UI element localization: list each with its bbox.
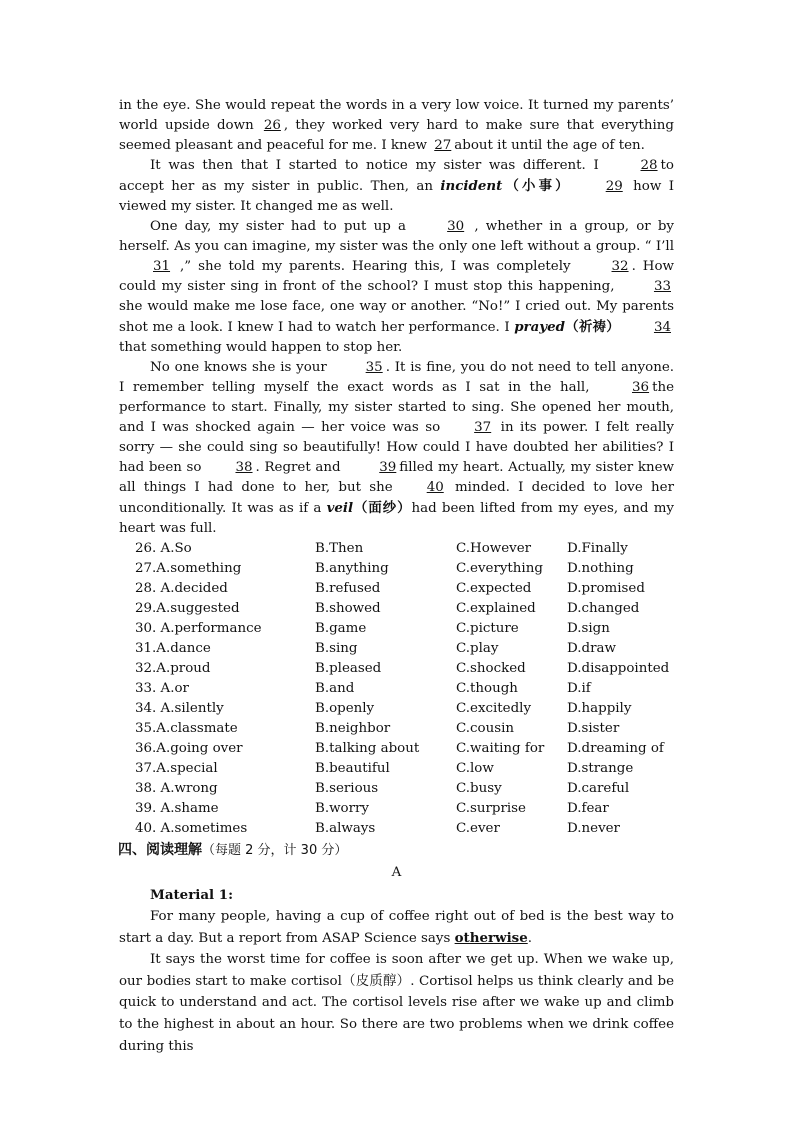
- answer-choices: [119, 539, 674, 839]
- blank-28: 28: [640, 158, 658, 173]
- option-c: C.explained: [456, 601, 536, 616]
- choice-row: [119, 599, 674, 619]
- option-a: 29.A.suggested: [135, 601, 240, 616]
- text: , whether in a group, or by herself. As you can imagine, my sister was the only one left without a group. “ I’ll: [119, 219, 675, 254]
- text: had been lifted from my eyes, and my heart was full.: [119, 501, 674, 536]
- option-a: 31.A.dance: [135, 641, 211, 656]
- choice-row: [119, 679, 674, 699]
- option-b: B.always: [315, 821, 376, 836]
- choice-row: [119, 819, 674, 839]
- option-c: C.play: [456, 641, 499, 656]
- blank-31: 31: [153, 259, 171, 274]
- option-c: C.busy: [456, 781, 502, 796]
- option-b: B.anything: [315, 561, 389, 576]
- keyword-otherwise: otherwise: [454, 929, 528, 946]
- text: about it until the age of ten.: [454, 138, 645, 153]
- choice-row: [119, 659, 674, 679]
- text: One day, my sister had to put up a: [150, 219, 414, 234]
- option-a: 32.A.proud: [135, 661, 211, 676]
- text: It was then that I started to notice my sister was different. I: [150, 158, 607, 173]
- blank-30: 30: [447, 219, 465, 234]
- term-prayed: prayed: [514, 319, 565, 335]
- text: she would make me lose face, one way or another. “No!” I cried out. My parents shot me a look. I knew I had to watch her performance. I: [119, 299, 674, 335]
- blank-29: 29: [605, 179, 623, 194]
- option-a: 27.A.something: [135, 561, 242, 576]
- term-veil: veil: [326, 500, 354, 516]
- option-d: D.disappointed: [567, 661, 670, 676]
- blank-33: 33: [653, 279, 671, 294]
- reading-paragraph-1: [119, 906, 674, 949]
- option-c: C.excitedly: [456, 701, 532, 716]
- blank-26: 26: [263, 118, 281, 133]
- choice-row: [119, 539, 674, 559]
- option-d: D.nothing: [567, 561, 634, 576]
- text: ,” she told my parents. Hearing this, I was completely: [173, 259, 578, 274]
- passage-paragraph-1: [119, 96, 674, 156]
- option-d: D.Finally: [567, 541, 628, 556]
- choice-row: [119, 639, 674, 659]
- text: the performance to start. Finally, my sister started to sing. She opened her mouth, and I was shocked again — her voice was so: [119, 380, 674, 435]
- section-title: 四、阅读理解: [118, 842, 202, 858]
- worksheet-page: [119, 96, 674, 1057]
- term-incident: incident: [440, 178, 503, 194]
- option-d: D.draw: [567, 641, 616, 656]
- option-a: 34. A.silently: [135, 701, 224, 716]
- option-a: 28. A.decided: [135, 581, 228, 596]
- section-scoring-note: （每题 2 分，计 30 分）: [202, 843, 348, 858]
- option-b: B.pleased: [315, 661, 382, 676]
- option-b: B.game: [315, 621, 367, 636]
- option-d: D.happily: [567, 701, 632, 716]
- option-d: D.promised: [567, 581, 645, 596]
- text: that something would happen to stop her.: [119, 340, 403, 355]
- option-d: D.fear: [567, 801, 609, 816]
- option-b: B.serious: [315, 781, 379, 796]
- option-d: D.never: [567, 821, 620, 836]
- blank-39: 39: [379, 460, 397, 475]
- option-a: 36.A.going over: [135, 741, 243, 756]
- option-a: 30. A.performance: [135, 621, 262, 636]
- gloss-prayed: （祈祷）: [564, 319, 620, 335]
- passage-paragraph-3: [119, 217, 674, 358]
- passage-paragraph-4: [119, 358, 674, 539]
- option-c: C.cousin: [456, 721, 514, 736]
- blank-40: 40: [426, 480, 444, 495]
- blank-34: 34: [653, 320, 671, 335]
- blank-32: 32: [611, 259, 629, 274]
- blank-38: 38: [235, 460, 253, 475]
- option-a: 33. A.or: [135, 681, 189, 696]
- blank-37: 37: [474, 420, 492, 435]
- text: minded. I decided to love her unconditionally. It was as if a: [119, 480, 674, 516]
- section-heading: [118, 839, 674, 862]
- option-d: D.strange: [567, 761, 634, 776]
- choice-row: [119, 779, 674, 799]
- option-c: C.shocked: [456, 661, 526, 676]
- option-c: C.waiting for: [456, 741, 545, 756]
- text: , they worked very hard to make sure that everything seemed pleasant and peaceful for me. I knew: [119, 118, 674, 153]
- text: . How could my sister sing in front of the school? I must stop this happening,: [119, 259, 674, 294]
- option-b: B.beautiful: [315, 761, 390, 776]
- option-a: 38. A.wrong: [135, 781, 218, 796]
- choice-row: [119, 559, 674, 579]
- choice-row: [119, 619, 674, 639]
- passage-paragraph-2: [119, 156, 674, 217]
- option-d: D.careful: [567, 781, 630, 796]
- option-a: 35.A.classmate: [135, 721, 238, 736]
- text: in its power. I felt really sorry — she could sing so beautifully! How could I have doubted her abilities? I had been so: [119, 420, 674, 475]
- option-b: B.neighbor: [315, 721, 391, 736]
- text: .: [527, 930, 532, 946]
- option-a: 40. A.sometimes: [135, 821, 248, 836]
- material-heading: Material 1:: [150, 887, 234, 903]
- option-d: D.if: [567, 681, 591, 696]
- option-c: C.picture: [456, 621, 519, 636]
- gloss-incident: （小事）: [502, 178, 572, 194]
- blank-27: 27: [434, 138, 452, 153]
- option-d: D.changed: [567, 601, 640, 616]
- option-b: B.showed: [315, 601, 381, 616]
- choice-row: [119, 799, 674, 819]
- option-b: B.refused: [315, 581, 381, 596]
- text: . Regret and: [255, 460, 346, 475]
- option-b: B.Then: [315, 541, 364, 556]
- option-c: C.surprise: [456, 801, 526, 816]
- choice-row: [119, 739, 674, 759]
- option-b: B.and: [315, 681, 355, 696]
- choice-row: [119, 699, 674, 719]
- text: in the eye. She would repeat the words in a very low voice. It turned my parents’ world upside down: [119, 98, 674, 133]
- choice-row: [119, 719, 674, 739]
- blank-36: 36: [632, 380, 650, 395]
- blank-35: 35: [365, 360, 383, 375]
- gloss-veil: （面纱）: [353, 500, 412, 516]
- choice-row: [119, 759, 674, 779]
- option-a: 26. A.So: [135, 541, 192, 556]
- option-c: C.everything: [456, 561, 543, 576]
- text: No one knows she is your: [150, 360, 332, 375]
- text: filled my heart. Actually, my sister knew all things I had done to her, but she: [119, 460, 674, 495]
- text: how I viewed my sister. It changed me as well.: [119, 179, 675, 214]
- option-b: B.openly: [315, 701, 375, 716]
- option-d: D.sign: [567, 621, 610, 636]
- reading-paragraph-2: It says the worst time for coffee is soon after we get up. When we wake up, our bodies start to make cortisol（皮质醇）. Cortisol helps us think clearly and be quick to understand and act. The cortisol levels rise after we wake up and climb to the highest in about an hour. So there are two problems when we drink coffee during this: [119, 952, 674, 1054]
- option-a: 37.A.special: [135, 761, 218, 776]
- part-label: A: [391, 865, 402, 880]
- option-b: B.talking about: [315, 741, 420, 756]
- option-c: C.expected: [456, 581, 532, 596]
- text: . It is fine, you do not need to tell anyone. I remember telling myself the exact words as I sat in the hall,: [119, 360, 674, 395]
- choice-row: [119, 579, 674, 599]
- option-c: C.low: [456, 761, 494, 776]
- option-c: C.though: [456, 681, 518, 696]
- option-b: B.worry: [315, 801, 369, 816]
- option-c: C.However: [456, 541, 532, 556]
- option-b: B.sing: [315, 641, 358, 656]
- text: to accept her as my sister in public. Then, an: [119, 158, 674, 194]
- option-a: 39. A.shame: [135, 801, 219, 816]
- option-c: C.ever: [456, 821, 500, 836]
- text: For many people, having a cup of coffee right out of bed is the best way to start a day. But a report from ASAP Science says: [119, 909, 674, 946]
- option-d: D.sister: [567, 721, 620, 736]
- option-d: D.dreaming of: [567, 741, 664, 756]
